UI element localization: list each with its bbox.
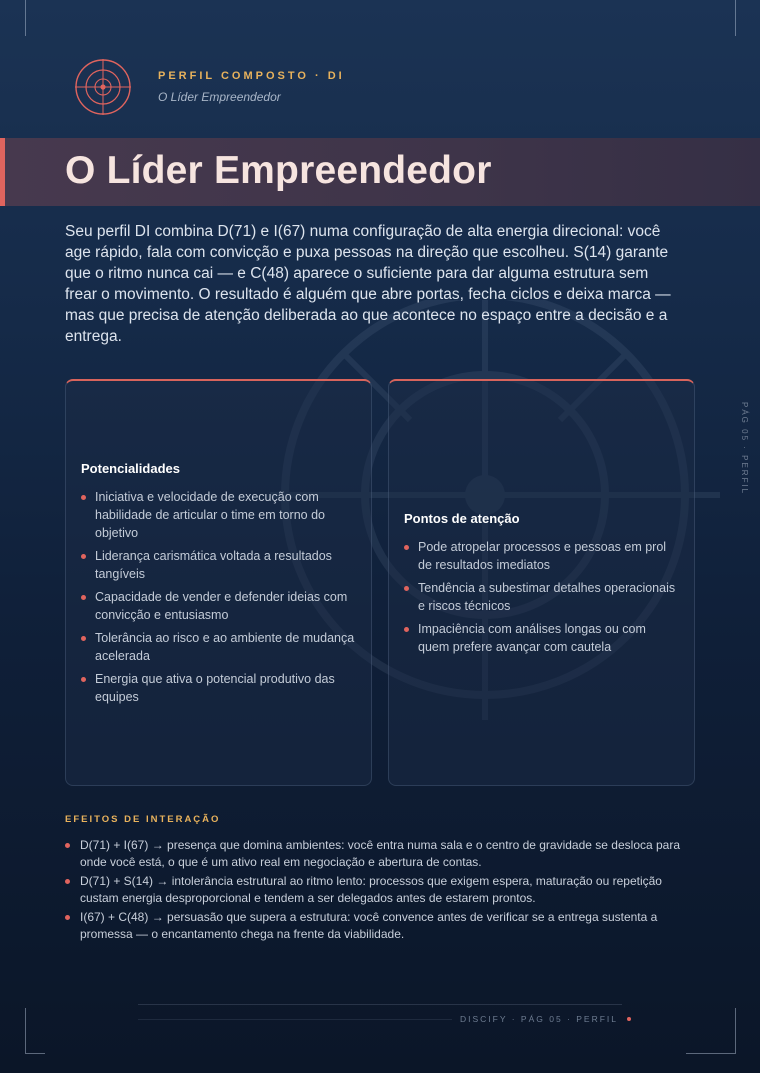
list-item: Capacidade de vender e defender ideias com convicção e entusiasmo [81, 588, 357, 624]
list-item: Iniciativa e velocidade de execução com habilidade de articular o time em torno do objetivo [81, 488, 357, 542]
list-item: D(71) + S(14) → intolerância estrutural ao ritmo lento: processos que exigem espera, maturação ou repetição custam energia desproporcional e tendem a ser delegados antes de estarem prontos. [65, 873, 695, 906]
list-item: Impaciência com análises longas ou com quem prefere avançar com cautela [404, 620, 680, 656]
intro-paragraph: Seu perfil DI combina D(71) e I(67) numa configuração de alta energia direcional: você age rápido, fala com convicção e puxa pessoas na direção que escolheu. S(14) garante que o ritmo nunca cai — e C(48) aparece o suficiente para dar alguma estrutura sem frear o movimento. O resultado é alguém que abre portas, fecha ciclos e deixa marca — mas que precisa de atenção deliberada ao que acontece no espaço entre a decisão e a entrega. [65, 223, 671, 345]
interaction-effects-list [65, 837, 695, 942]
corner-mark-bottom-left [25, 1008, 45, 1054]
profile-eyebrow: PERFIL COMPOSTO · DI [158, 70, 345, 82]
strengths-card [65, 379, 372, 786]
footer-divider-secondary [138, 1019, 452, 1020]
footer-divider [138, 1004, 622, 1005]
list-item: D(71) + I(67) → presença que domina ambientes: você entra numa sala e o centro de gravidade se desloca para onde você está, o que é um ativo real em negociação e abertura de contas. [65, 837, 695, 870]
profile-subtitle: O Líder Empreendedor [158, 90, 281, 104]
strengths-heading: Potencialidades [81, 461, 180, 476]
list-item: Energia que ativa o potencial produtivo das equipes [81, 670, 357, 706]
footer-text: DISCIFY · PÁG 05 · PERFIL [460, 1014, 619, 1024]
list-item: Tolerância ao risco e ao ambiente de mudança acelerada [81, 629, 357, 665]
crosshair-target-icon [74, 58, 132, 116]
corner-mark-top-right [735, 0, 736, 36]
side-page-label: PÁG 05 · PERFIL [740, 402, 749, 496]
footer-dot-icon [627, 1017, 631, 1021]
page-header [74, 58, 345, 116]
interaction-effects-heading: EFEITOS DE INTERAÇÃO [65, 814, 221, 825]
list-item: Tendência a subestimar detalhes operacionais e riscos técnicos [404, 579, 680, 615]
strengths-list [81, 488, 357, 706]
page-title: O Líder Empreendedor [65, 149, 492, 192]
list-item: I(67) + C(48) → persuasão que supera a estrutura: você convence antes de verificar se a entrega sustenta a promessa — o encantamento chega na frente da viabilidade. [65, 909, 695, 942]
list-item: Pode atropelar processos e pessoas em prol de resultados imediatos [404, 538, 680, 574]
corner-mark-bottom-right [686, 1008, 736, 1054]
attention-heading: Pontos de atenção [404, 511, 520, 526]
list-item: Liderança carismática voltada a resultados tangíveis [81, 547, 357, 583]
corner-mark-top-left [25, 0, 26, 36]
attention-list [404, 538, 680, 656]
title-band [0, 138, 760, 206]
interaction-effects-section [65, 814, 695, 945]
page-footer [460, 1014, 631, 1024]
attention-card [388, 379, 695, 786]
